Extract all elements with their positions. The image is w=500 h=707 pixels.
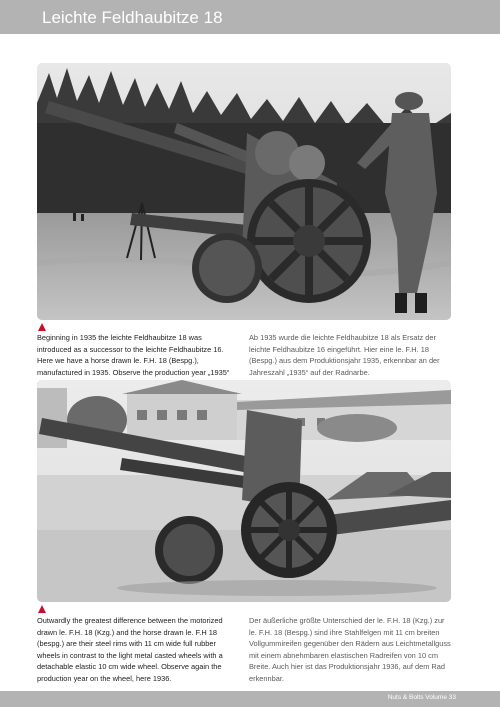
page-title: Leichte Feldhaubitze 18: [42, 8, 223, 27]
photo-2-caption-english: Outwardly the greatest difference between the motorized drawn le. F.H. 18 (Kzg.) and the horse drawn le. F.H 18 (bespg.) are their steel rims with 11 cm wide full rubber wheels in contrast to the light metal casted wheels with a detachable elastic 10 cm wide wheel. Observe again the production year on the wheel, here 1936.: [37, 616, 223, 683]
photo-1-caption-german: Ab 1935 wurde die leichte Feldhaubitze 18 als Ersatz der leichte Feldhaubitze 16 eingeführt. Hier eine le. F.H. 18 (Bespg.) aus dem Produktionsjahr 1935, erkennbar an der Jahreszahl „1935“ auf der Radnarbe.: [249, 333, 440, 377]
page-footer-bar: [0, 691, 500, 707]
photo-howitzer-horse-drawn: [37, 63, 451, 320]
photo-howitzer-horse-drawn-image: [37, 63, 451, 320]
photo-howitzer-motorized-image: [37, 380, 451, 602]
caption-marker-2: [38, 605, 46, 613]
page-header-bar: [0, 0, 500, 34]
photo-2-caption-german: Der äußerliche größte Unterschied der le. F.H. 18 (Kzg.) zur le. F.H. 18 (Bespg.) sind ihre Stahlfelgen mit 11 cm breiten Vollgummireifen gegenüber den Rädern aus Leichtmetallguss mit einem abnehmbaren elastischen Radreifen von 10 cm Breite. Auch hier ist das Produktionsjahr 1936, auf dem Rad erkennbar.: [249, 616, 451, 683]
photo-howitzer-motorized: [37, 380, 451, 602]
photo-1-caption-english: Beginning in 1935 the leichte Feldhaubitze 18 was introduced as a successor to the leichte Feldhaubitze 16. Here we have a horse drawn le. F.H. 18 (Bespg.), manufactured in 1935. Observe the production year „1935“: [37, 333, 230, 377]
footer-publication: Nuts & Bolts Volume 33: [387, 694, 456, 701]
caption-marker-1: [38, 323, 46, 331]
